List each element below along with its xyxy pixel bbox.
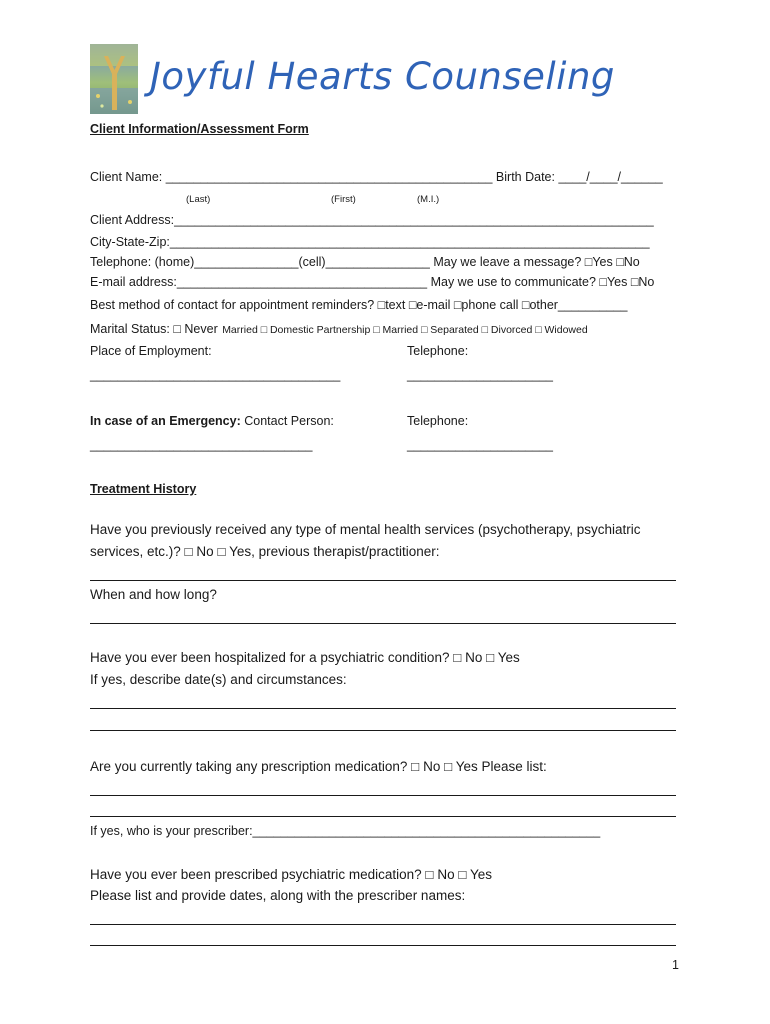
emergency-contact-person-label: Contact Person: (240, 414, 334, 428)
marital-status-options[interactable]: Married □ Domestic Partnership □ Married □ Separated □ Divorced □ Widowed (222, 324, 588, 336)
client-name-field[interactable]: Client Name: _______________________________________________ Birth Date: ____/____/______ (90, 170, 663, 184)
emergency-telephone-label: Telephone: (407, 414, 469, 428)
emergency-telephone-input-line[interactable]: _____________________ (407, 438, 553, 452)
emergency-bold-label: In case of an Emergency: (90, 414, 241, 428)
employment-telephone-input-line[interactable]: _____________________ (407, 368, 553, 382)
question-hospitalized[interactable]: Have you ever been hospitalized for a psychiatric condition? □ No □ Yes (90, 650, 520, 665)
employment-telephone-label: Telephone: (407, 344, 469, 358)
answer-line[interactable] (90, 816, 676, 817)
question-prior-services-options[interactable]: services, etc.)? □ No □ Yes, previous therapist/practitioner: (90, 544, 440, 559)
client-address-field[interactable]: Client Address:_____________________________________________________________________ (90, 213, 654, 227)
emergency-contact-label (90, 414, 334, 428)
contact-method-field[interactable]: Best method of contact for appointment reminders? □text □e-mail □phone call □other__________ (90, 298, 628, 312)
org-name: Joyful Hearts Counseling (150, 55, 615, 98)
answer-line[interactable] (90, 924, 676, 925)
name-mi-caption: (M.I.) (417, 194, 440, 205)
treatment-history-heading: Treatment History (90, 482, 197, 496)
prescriber-field[interactable]: If yes, who is your prescriber:__________________________________________________ (90, 824, 601, 838)
question-when-how-long: When and how long? (90, 587, 217, 602)
question-hospitalized-describe: If yes, describe date(s) and circumstances: (90, 672, 347, 687)
employment-input-line[interactable]: ____________________________________ (90, 368, 341, 382)
marital-status-row[interactable] (90, 320, 588, 338)
telephone-field[interactable]: Telephone: (home)_______________(cell)_______________ May we leave a message? □Yes □No (90, 255, 640, 269)
question-psychiatric-medication[interactable]: Have you ever been prescribed psychiatric medication? □ No □ Yes (90, 867, 493, 882)
answer-line[interactable] (90, 795, 676, 796)
logo-image (90, 44, 138, 114)
answer-line[interactable] (90, 580, 676, 581)
answer-line[interactable] (90, 708, 676, 709)
form-title: Client Information/Assessment Form (90, 122, 309, 136)
city-state-zip-field[interactable]: City-State-Zip:_____________________________________________________________________ (90, 235, 650, 249)
page-number: 1 (672, 958, 679, 972)
question-prior-services: Have you previously received any type of mental health services (psychotherapy, psychiatric (90, 522, 641, 537)
emergency-contact-input-line[interactable]: ________________________________ (90, 438, 313, 452)
name-first-caption: (First) (331, 194, 356, 205)
email-field[interactable]: E-mail address:____________________________________ May we use to communicate? □Yes □No (90, 275, 655, 289)
employment-label: Place of Employment: (90, 344, 212, 358)
name-last-caption: (Last) (186, 194, 211, 205)
question-psychiatric-medication-list: Please list and provide dates, along with the prescriber names: (90, 888, 466, 903)
question-current-medication[interactable]: Are you currently taking any prescription medication? □ No □ Yes Please list: (90, 759, 547, 774)
answer-line[interactable] (90, 623, 676, 624)
marital-status-label: Marital Status: □ Never (90, 322, 218, 336)
answer-line[interactable] (90, 730, 676, 731)
answer-line[interactable] (90, 945, 676, 946)
